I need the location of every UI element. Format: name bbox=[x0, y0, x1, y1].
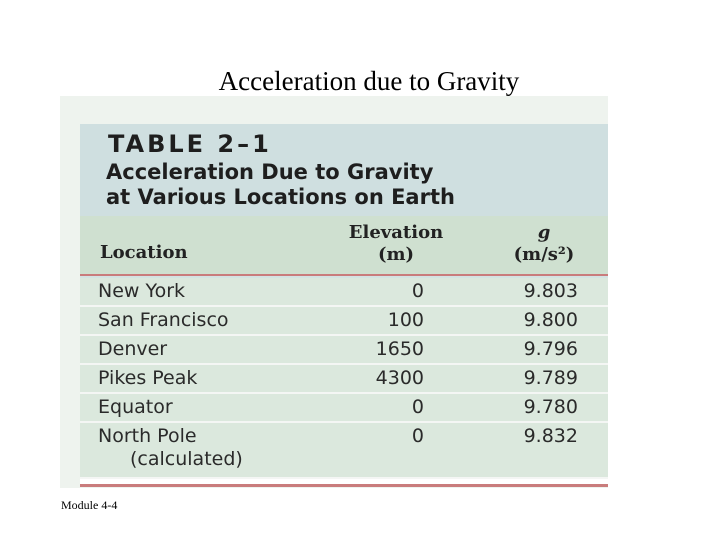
cell-location: North Pole bbox=[98, 425, 197, 447]
column-header-location: Location bbox=[100, 242, 188, 263]
slide-footer: Module 4-4 bbox=[61, 498, 118, 512]
cell-elevation: 0 bbox=[411, 396, 424, 418]
table-caption-line-1: Acceleration Due to Gravity bbox=[106, 160, 434, 184]
column-header-g bbox=[494, 222, 594, 266]
cell-g: 9.832 bbox=[523, 425, 578, 447]
cell-elevation: 0 bbox=[411, 280, 424, 302]
table-row bbox=[80, 307, 608, 336]
cell-elevation: 4300 bbox=[375, 367, 424, 389]
elevation-header-line-2: (m) bbox=[377, 244, 415, 265]
cell-g: 9.780 bbox=[523, 396, 578, 418]
cell-location: New York bbox=[98, 280, 186, 302]
cell-location: Equator bbox=[98, 396, 173, 418]
header-divider bbox=[80, 274, 608, 276]
elevation-header-line-1: Elevation bbox=[348, 222, 444, 243]
cell-location: Denver bbox=[98, 338, 168, 360]
cell-elevation: 0 bbox=[411, 425, 424, 447]
g-header-line-1: g bbox=[537, 222, 551, 243]
slide-title: Acceleration due to Gravity bbox=[218, 66, 520, 96]
cell-g: 9.803 bbox=[523, 280, 578, 302]
table-row bbox=[80, 394, 608, 423]
table-row bbox=[80, 423, 608, 479]
g-header-line-2: (m/s²) bbox=[513, 244, 575, 265]
cell-g: 9.796 bbox=[523, 338, 578, 360]
cell-location: San Francisco bbox=[98, 309, 229, 331]
cell-elevation: 100 bbox=[387, 309, 424, 331]
table-caption bbox=[106, 160, 455, 210]
cell-location-note: (calculated) bbox=[130, 448, 243, 470]
table-row bbox=[80, 336, 608, 365]
table-label: TABLE 2–1 bbox=[108, 130, 272, 158]
table-bottom-rule bbox=[80, 484, 608, 487]
table-row bbox=[80, 365, 608, 394]
cell-location: Pikes Peak bbox=[98, 367, 198, 389]
table-caption-line-2: at Various Locations on Earth bbox=[106, 185, 455, 209]
column-header-elevation bbox=[328, 222, 464, 266]
cell-g: 9.789 bbox=[523, 367, 578, 389]
cell-elevation: 1650 bbox=[375, 338, 424, 360]
cell-g: 9.800 bbox=[523, 309, 578, 331]
table-row bbox=[80, 278, 608, 307]
table-photo bbox=[60, 96, 608, 488]
